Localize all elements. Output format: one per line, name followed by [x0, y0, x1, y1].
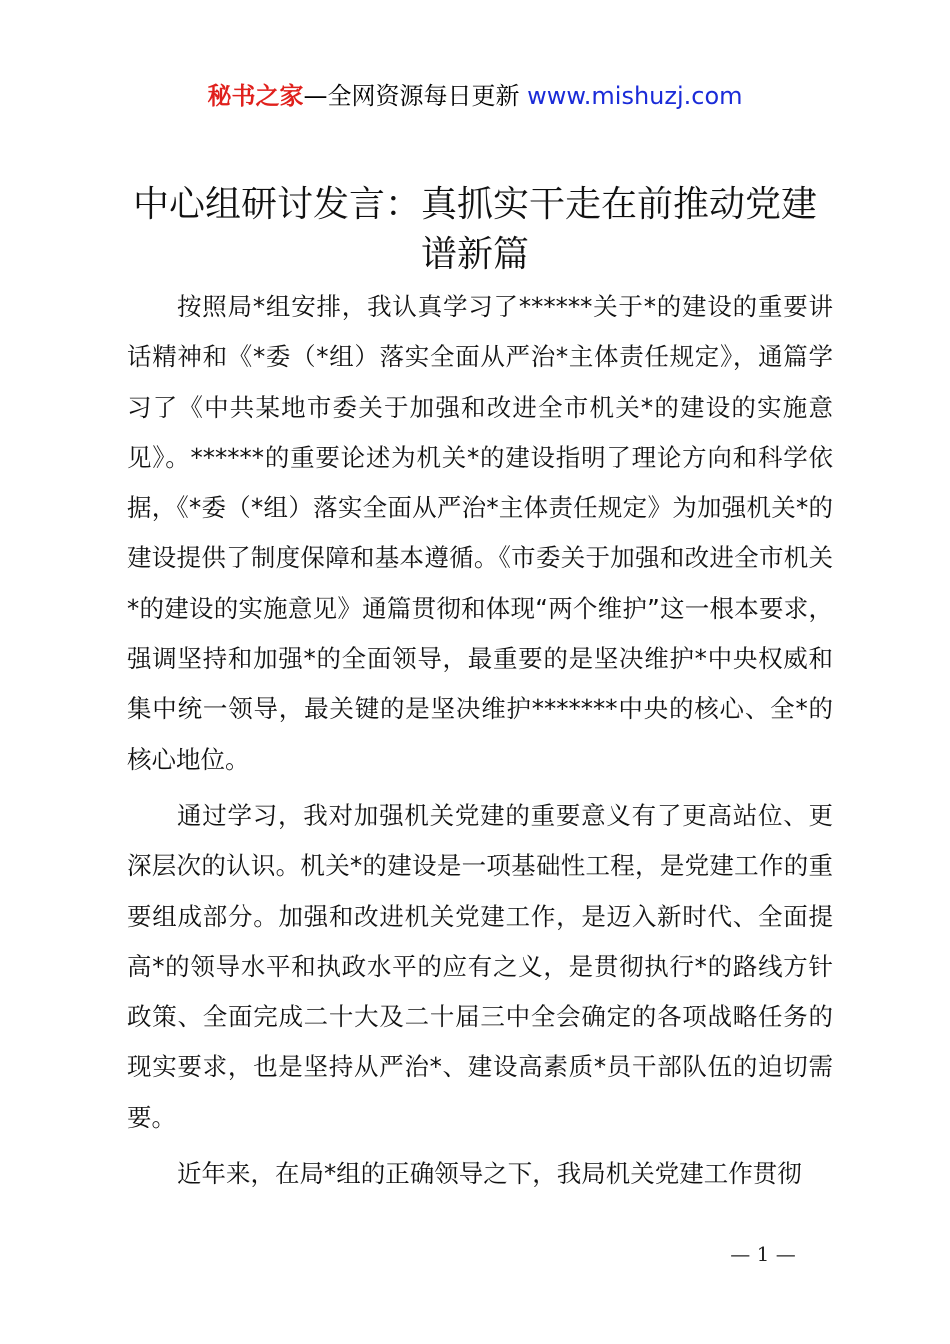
document-body: [127, 282, 833, 1205]
body-paragraph: 按照局*组安排，我认真学习了******关于*的建设的重要讲话精神和《*委（*组）落实全面从严治*主体责任规定》，通篇学习了《中共某地市委关于加强和改进全市机关*的建设的实施意见》。******的重要论述为机关*的建设指明了理论方向和科学依据，《*委（*组）落实全面从严治*主体责任规定》为加强机关*的建设提供了制度保障和基本遵循。《市委关于加强和改进全市机关*的建设的实施意见》通篇贯彻和体现“两个维护”这一根本要求，强调坚持和加强*的全面领导，最重要的是坚决维护*中央权威和集中统一领导，最关键的是坚决维护*******中央的核心、全*的核心地位。: [127, 292, 833, 774]
page-number: — 1 —: [730, 1242, 796, 1266]
site-banner: [0, 80, 950, 112]
banner-tagline: —全网资源每日更新: [303, 82, 528, 110]
body-paragraph: 通过学习，我对加强机关党建的重要意义有了更高站位、更深层次的认识。机关*的建设是一项基础性工程，是党建工作的重要组成部分。加强和改进机关党建工作，是迈入新时代、全面提高*的领导水平和执政水平的应有之义，是贯彻执行*的路线方针政策、全面完成二十大及二十届三中全会确定的各项战略任务的现实要求，也是坚持从严治*、建设高素质*员干部队伍的迫切需要。: [127, 800, 833, 1132]
document-title: 中心组研讨发言：真抓实干走在前推动党建谱新篇: [132, 184, 817, 275]
site-url-link[interactable]: www.mishuzj.com: [527, 82, 743, 110]
body-paragraph: 近年来，在局*组的正确领导之下，我局机关党建工作贯彻: [177, 1159, 802, 1189]
brand-name: 秘书之家: [207, 82, 304, 110]
